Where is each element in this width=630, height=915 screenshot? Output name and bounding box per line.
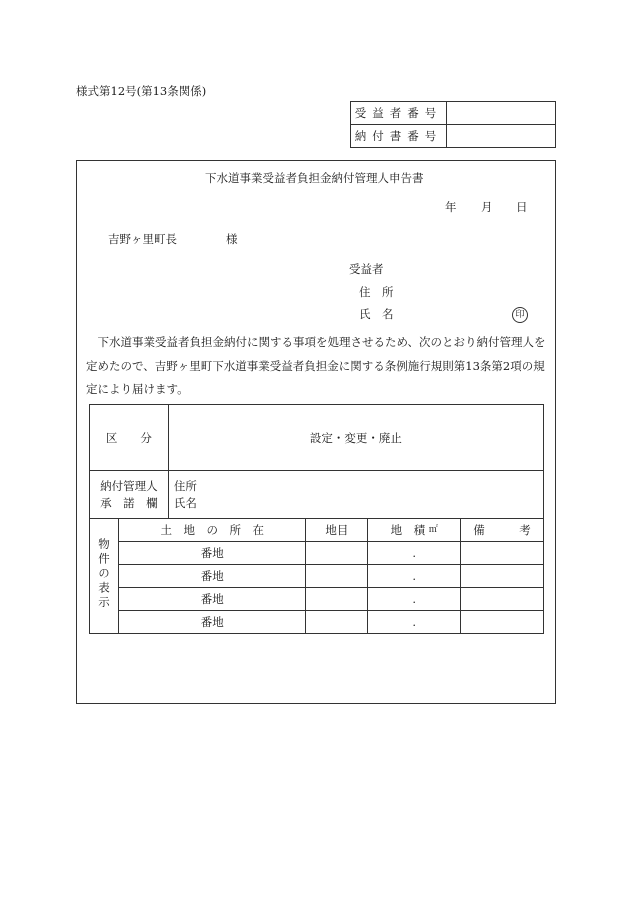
- administrator-label-line2: 承 諾 欄: [100, 495, 158, 510]
- table-row: [90, 542, 544, 565]
- area-header-label: 地 積: [390, 523, 426, 537]
- remarks-cell[interactable]: [461, 542, 544, 565]
- land-type-cell[interactable]: [306, 565, 368, 588]
- addressee-honorific: 様: [226, 232, 238, 246]
- land-type-cell[interactable]: [306, 611, 368, 634]
- classification-options[interactable]: 設定・変更・廃止: [168, 405, 543, 471]
- table-row: [90, 611, 544, 634]
- beneficiary-number-field[interactable]: [447, 102, 556, 125]
- date-month: 月: [481, 200, 493, 214]
- land-type-cell[interactable]: [306, 542, 368, 565]
- applicant-heading: 受益者: [349, 262, 384, 276]
- seal-icon: 印: [512, 307, 528, 323]
- date-day: 日: [516, 200, 528, 214]
- administrator-label: [90, 471, 169, 519]
- payment-document-number-label: 納付書番号: [351, 125, 447, 148]
- remarks-cell[interactable]: [461, 588, 544, 611]
- remarks-cell[interactable]: [461, 565, 544, 588]
- property-side-label: 物件の表示: [96, 538, 111, 611]
- administrator-name-label: 氏名: [173, 495, 197, 510]
- area-cell[interactable]: .: [368, 588, 461, 611]
- area-unit: ㎡: [428, 525, 438, 535]
- table-row: [90, 588, 544, 611]
- seal-mark: [512, 306, 528, 323]
- number-table: [350, 101, 556, 148]
- property-side-label-cell: [90, 519, 119, 634]
- payment-document-number-field[interactable]: [447, 125, 556, 148]
- document-title: 下水道事業受益者負担金納付管理人申告書: [205, 171, 424, 185]
- remarks-cell[interactable]: [461, 611, 544, 634]
- administrator-label-line1: 納付管理人: [100, 478, 158, 493]
- date-year: 年: [445, 200, 457, 214]
- administrator-address-label: 住所: [173, 478, 197, 493]
- details-table: [89, 404, 544, 634]
- administrator-fields[interactable]: [168, 471, 543, 519]
- land-type-header: 地目: [306, 519, 368, 542]
- area-cell[interactable]: .: [368, 611, 461, 634]
- beneficiary-number-label: 受益者番号: [351, 102, 447, 125]
- land-type-cell[interactable]: [306, 588, 368, 611]
- table-row: [90, 565, 544, 588]
- location-header: 土 地 の 所 在: [118, 519, 305, 542]
- body-text: 下水道事業受益者負担金納付に関する事項を処理させるため、次のとおり納付管理人を定めたので、吉野ヶ里町下水道事業受益者負担金に関する条例施行規則第13条第2項の規定により届けます。: [86, 335, 546, 396]
- location-cell[interactable]: 番地: [118, 565, 305, 588]
- location-cell[interactable]: 番地: [118, 542, 305, 565]
- addressee-name: 吉野ヶ里町長: [108, 232, 177, 246]
- location-cell[interactable]: 番地: [118, 588, 305, 611]
- area-header: [368, 519, 461, 542]
- form-number: 様式第12号(第13条関係): [76, 84, 207, 98]
- area-cell[interactable]: .: [368, 542, 461, 565]
- location-cell[interactable]: 番地: [118, 611, 305, 634]
- applicant-address-label: 住 所: [359, 285, 394, 299]
- remarks-header: 備 考: [461, 519, 544, 542]
- classification-label: 区 分: [90, 405, 169, 471]
- area-cell[interactable]: .: [368, 565, 461, 588]
- applicant-name-label: 氏 名: [359, 307, 394, 321]
